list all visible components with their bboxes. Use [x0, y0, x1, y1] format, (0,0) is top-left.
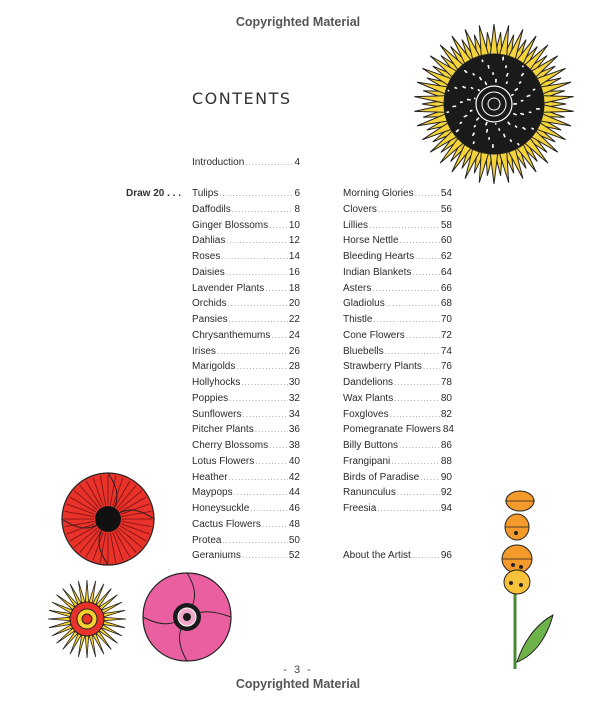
leader-dots	[221, 252, 288, 261]
toc-entry-page: 78	[440, 377, 452, 388]
toc-entry[interactable]	[192, 361, 300, 372]
toc-entry[interactable]	[192, 487, 300, 498]
toc-entry[interactable]	[192, 393, 300, 404]
toc-entry-page: 80	[440, 392, 452, 404]
toc-entry-page: 6	[294, 188, 300, 199]
leader-dots	[390, 410, 440, 419]
toc-entry[interactable]	[343, 283, 452, 294]
toc-entry-about-the-artist[interactable]	[343, 550, 452, 561]
toc-entry-page: 38	[288, 440, 300, 451]
toc-entry[interactable]	[343, 346, 452, 357]
toc-entry-page: 32	[288, 392, 300, 404]
toc-entry-label: Indian Blankets	[343, 266, 412, 278]
leader-dots	[394, 378, 440, 387]
toc-entry[interactable]	[192, 519, 300, 530]
toc-entry[interactable]	[343, 503, 452, 514]
toc-entry-page: 84	[442, 424, 454, 436]
toc-entry-label: Frangipani	[343, 455, 391, 467]
toc-entry-label: Cone Flowers	[343, 329, 405, 341]
toc-entry[interactable]	[343, 409, 452, 420]
toc-entry[interactable]	[343, 220, 452, 231]
leader-dots	[226, 236, 288, 245]
toc-entry-page: 14	[288, 251, 300, 262]
leader-dots	[372, 284, 440, 293]
toc-entry[interactable]	[343, 235, 452, 246]
leader-dots	[242, 551, 288, 560]
toc-entry-label: Foxgloves	[343, 408, 389, 420]
toc-entry[interactable]	[192, 456, 300, 467]
toc-entry-label: Honeysuckle	[192, 503, 250, 514]
leader-dots	[269, 441, 288, 450]
leader-dots	[245, 158, 293, 167]
toc-entry-label: Poppies	[192, 392, 229, 404]
toc-entry-label: Maypops	[192, 487, 233, 499]
leader-dots	[386, 299, 440, 308]
toc-entry-label: Billy Buttons	[343, 440, 399, 451]
leader-dots	[255, 425, 288, 434]
toc-entry-label: Irises	[192, 345, 216, 357]
leader-dots	[242, 410, 287, 419]
toc-entry[interactable]	[192, 424, 300, 435]
leader-dots	[385, 347, 440, 356]
leader-dots	[377, 504, 440, 513]
toc-entry-page: 46	[288, 503, 300, 514]
page-number: - 3 -	[283, 664, 313, 676]
leader-dots	[406, 331, 440, 340]
toc-entry-page: 60	[440, 235, 452, 247]
toc-entry-label: Heather	[192, 471, 228, 483]
leader-dots	[378, 205, 440, 214]
leader-dots	[397, 488, 440, 497]
toc-entry[interactable]	[343, 314, 452, 325]
toc-entry[interactable]	[343, 298, 452, 309]
leader-dots	[271, 331, 288, 340]
toc-entry-page: 48	[288, 518, 300, 530]
toc-entry-label: Daisies	[192, 266, 225, 278]
toc-entry-page: 56	[440, 203, 452, 215]
toc-entry-page: 22	[288, 314, 300, 325]
toc-entry-page: 50	[288, 534, 300, 546]
leader-dots	[232, 205, 294, 214]
toc-entry-page: 28	[288, 361, 300, 373]
toc-entry-page: 26	[288, 345, 300, 357]
toc-entry-page: 12	[288, 235, 300, 247]
toc-entry[interactable]	[192, 550, 300, 561]
leader-dots	[222, 536, 287, 545]
toc-entry-page: 20	[288, 298, 300, 310]
toc-entry-page: 42	[288, 471, 300, 483]
toc-entry-page: 76	[440, 361, 452, 373]
copyright-footer: Copyrighted Material	[235, 677, 361, 691]
toc-entry-page: 64	[440, 266, 452, 278]
toc-entry-page: 92	[440, 487, 452, 499]
toc-entry-label: Dahlias	[192, 235, 226, 247]
red-poppy-illustration	[60, 471, 156, 567]
toc-entry-label: Pitcher Plants	[192, 424, 254, 436]
leader-dots	[229, 394, 288, 403]
toc-entry-page: 70	[440, 314, 452, 325]
leader-dots	[412, 551, 440, 560]
page-title: CONTENTS	[192, 89, 292, 108]
toc-entry[interactable]	[192, 314, 300, 325]
orange-stem-flower-illustration	[495, 487, 557, 672]
toc-entry-page: 82	[440, 408, 452, 420]
leader-dots	[217, 347, 288, 356]
toc-entry-page: 66	[440, 282, 452, 294]
toc-entry-page: 8	[294, 203, 300, 215]
toc-entry-label: Strawberry Plants	[343, 361, 422, 373]
toc-entry-label: Ranunculus	[343, 487, 396, 499]
leader-dots	[391, 457, 440, 466]
toc-entry-label: Gladiolus	[343, 298, 385, 310]
toc-entry-label: Daffodils	[192, 203, 231, 215]
toc-entry-page: 18	[288, 282, 300, 294]
toc-entry[interactable]	[192, 283, 300, 294]
toc-entry[interactable]	[192, 220, 300, 231]
sunflower-illustration	[405, 18, 583, 188]
toc-entry-label: Wax Plants	[343, 392, 394, 404]
toc-entry-page: 10	[288, 219, 300, 231]
leader-dots	[229, 473, 288, 482]
leader-dots	[255, 457, 288, 466]
toc-entry[interactable]	[343, 204, 452, 215]
leader-dots	[423, 362, 440, 371]
toc-entry[interactable]	[343, 393, 452, 404]
toc-entry[interactable]	[192, 472, 300, 483]
copyright-header: Copyrighted Material	[235, 15, 361, 29]
toc-entry-page: 34	[288, 408, 300, 420]
toc-entry-page: 62	[440, 251, 452, 262]
toc-entry-label: Morning Glories	[343, 188, 414, 199]
toc-entry[interactable]	[192, 440, 300, 451]
draw-20-label: Draw 20 . . .	[126, 188, 182, 199]
toc-entry[interactable]	[343, 267, 452, 278]
yellow-daisy-illustration	[46, 578, 128, 660]
toc-entry-label: Protea	[192, 534, 222, 546]
leader-dots	[269, 221, 288, 230]
pink-poppy-illustration	[140, 570, 234, 664]
toc-entry-introduction[interactable]	[192, 157, 300, 168]
toc-entry[interactable]	[192, 535, 300, 546]
leader-dots	[262, 520, 288, 529]
toc-entry-label: Lavender Plants	[192, 282, 265, 294]
toc-entry-label: Pomegranate Flowers	[343, 424, 441, 436]
toc-entry-label: Birds of Paradise	[343, 471, 420, 483]
toc-entry-label: Cherry Blossoms	[192, 440, 269, 451]
toc-entry-label: Lotus Flowers	[192, 455, 255, 467]
toc-entry-label: Marigolds	[192, 361, 236, 373]
toc-entry-label: Roses	[192, 251, 221, 262]
leader-dots	[234, 488, 288, 497]
leader-dots	[373, 315, 439, 324]
toc-entry-label: Ginger Blossoms	[192, 219, 269, 231]
toc-entry-label: Chrysanthemums	[192, 329, 271, 341]
toc-entry[interactable]	[192, 298, 300, 309]
toc-entry[interactable]	[192, 267, 300, 278]
toc-entry-label: About the Artist	[343, 550, 411, 561]
toc-entry[interactable]	[192, 330, 300, 341]
toc-entry-page: 44	[288, 487, 300, 499]
toc-entry-label: Geraniums	[192, 550, 241, 562]
toc-entry[interactable]	[192, 204, 300, 215]
leader-dots	[394, 394, 440, 403]
toc-entry-label: Tulips	[192, 188, 219, 199]
toc-entry[interactable]	[192, 235, 300, 246]
leader-dots	[265, 284, 288, 293]
toc-entry[interactable]	[343, 487, 452, 498]
toc-entry-page: 54	[440, 188, 452, 199]
toc-entry-label: Dandelions	[343, 377, 394, 388]
toc-entry-label: Sunflowers	[192, 408, 242, 420]
toc-entry-label: Asters	[343, 282, 372, 294]
leader-dots	[399, 441, 440, 450]
toc-entry-page: 36	[288, 424, 300, 436]
leader-dots	[400, 236, 440, 245]
toc-entry[interactable]	[343, 330, 452, 341]
toc-entry-page: 4	[294, 157, 300, 168]
toc-entry-page: 68	[440, 298, 452, 310]
toc-entry-page: 86	[440, 440, 452, 451]
toc-entry[interactable]	[192, 377, 300, 388]
toc-entry-label: Cactus Flowers	[192, 518, 261, 530]
toc-entry[interactable]	[343, 440, 452, 451]
toc-entry-page: 58	[440, 219, 452, 231]
toc-entry[interactable]	[192, 188, 300, 199]
toc-entry-label: Introduction	[192, 157, 245, 168]
toc-entry-label: Thistle	[343, 314, 373, 325]
toc-entry-page: 72	[440, 329, 452, 341]
leader-dots	[226, 268, 288, 277]
toc-entry-label: Freesia	[343, 503, 377, 514]
toc-entry-label: Horse Nettle	[343, 235, 399, 247]
toc-entry[interactable]	[343, 251, 452, 262]
toc-entry[interactable]	[343, 377, 452, 388]
leader-dots	[415, 252, 440, 261]
toc-entry-label: Pansies	[192, 314, 228, 325]
toc-entry-page: 30	[288, 377, 300, 388]
leader-dots	[236, 362, 288, 371]
toc-entry-label: Lillies	[343, 219, 369, 231]
toc-entry[interactable]	[192, 346, 300, 357]
toc-entry-page: 16	[288, 266, 300, 278]
toc-entry[interactable]	[192, 251, 300, 262]
leader-dots	[229, 315, 288, 324]
leader-dots	[219, 189, 293, 198]
toc-entry[interactable]	[192, 503, 300, 514]
toc-entry-label: Orchids	[192, 298, 227, 310]
toc-entry-page: 94	[440, 503, 452, 514]
leader-dots	[227, 299, 287, 308]
toc-entry-page: 52	[288, 550, 300, 562]
leader-dots	[420, 473, 440, 482]
toc-entry[interactable]	[343, 472, 452, 483]
toc-entry[interactable]	[343, 188, 452, 199]
toc-entry-label: Bleeding Hearts	[343, 251, 415, 262]
toc-entry-page: 90	[440, 471, 452, 483]
toc-entry-page: 74	[440, 345, 452, 357]
toc-entry[interactable]	[343, 456, 452, 467]
toc-entry-page: 96	[440, 550, 452, 561]
toc-entry-label: Clovers	[343, 203, 377, 215]
toc-entry[interactable]	[343, 424, 452, 435]
leader-dots	[241, 378, 288, 387]
leader-dots	[415, 189, 440, 198]
toc-entry[interactable]	[343, 361, 452, 372]
leader-dots	[250, 504, 288, 513]
toc-entry-label: Hollyhocks	[192, 377, 241, 388]
toc-entry[interactable]	[192, 409, 300, 420]
leader-dots	[412, 268, 439, 277]
toc-entry-page: 88	[440, 455, 452, 467]
toc-entry-page: 24	[288, 329, 300, 341]
leader-dots	[369, 221, 440, 230]
toc-entry-page: 40	[288, 455, 300, 467]
toc-entry-label: Bluebells	[343, 345, 384, 357]
